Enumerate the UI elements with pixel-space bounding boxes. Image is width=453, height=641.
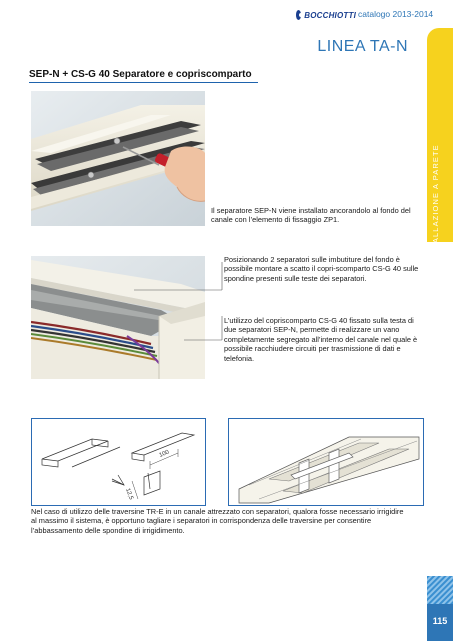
brand-name: BOCCHIOTTI bbox=[304, 10, 356, 20]
section-title: SEP-N + CS-G 40 Separatore e copriscomparto bbox=[29, 69, 252, 80]
page-number: 115 bbox=[432, 616, 448, 626]
page-number-tab bbox=[427, 576, 453, 641]
paragraph-1: Il separatore SEP-N viene installato ancorandolo al fondo del canale con l’elemento di fissaggio ZP1. bbox=[211, 206, 411, 225]
paragraph-2: Posizionando 2 separatori sulle imbutiture del fondo è possibile montare a scatto il copri-scomparto CS-G 40 sulle spondine presenti sulle teste dei separatori. bbox=[224, 255, 419, 283]
catalog-label: catalogo 2013-2014 bbox=[358, 9, 434, 19]
side-tab-label: INSTALLAZIONE A PARETE bbox=[431, 144, 440, 264]
diagram-channel-illustration bbox=[228, 418, 424, 506]
dim-b-label: 12,5 bbox=[124, 487, 134, 501]
diagram-technical-drawing bbox=[31, 418, 206, 506]
paragraph-4: Nel caso di utilizzo delle traversine TR-E in un canale attrezzato con separatori, qualora fosse necessario irrigidire al massimo il sistema, è opportuno tagliare i separatori in corrispondenza delle traversine per consentire l’abbassamento delle spondine di irrigidimento. bbox=[31, 507, 404, 535]
page-title: LINEA TA-N bbox=[317, 38, 408, 55]
dim-a-label: 100 bbox=[158, 449, 171, 459]
paragraph-3: L’utilizzo del copriscomparto CS-G 40 fissato sulla testa di due separatori SEP-N, permette di realizzare un vano completamente segregato all’interno del canale nel quale è possibile racchiudere circuiti per trasmissione di dati e telefonia. bbox=[224, 316, 418, 363]
